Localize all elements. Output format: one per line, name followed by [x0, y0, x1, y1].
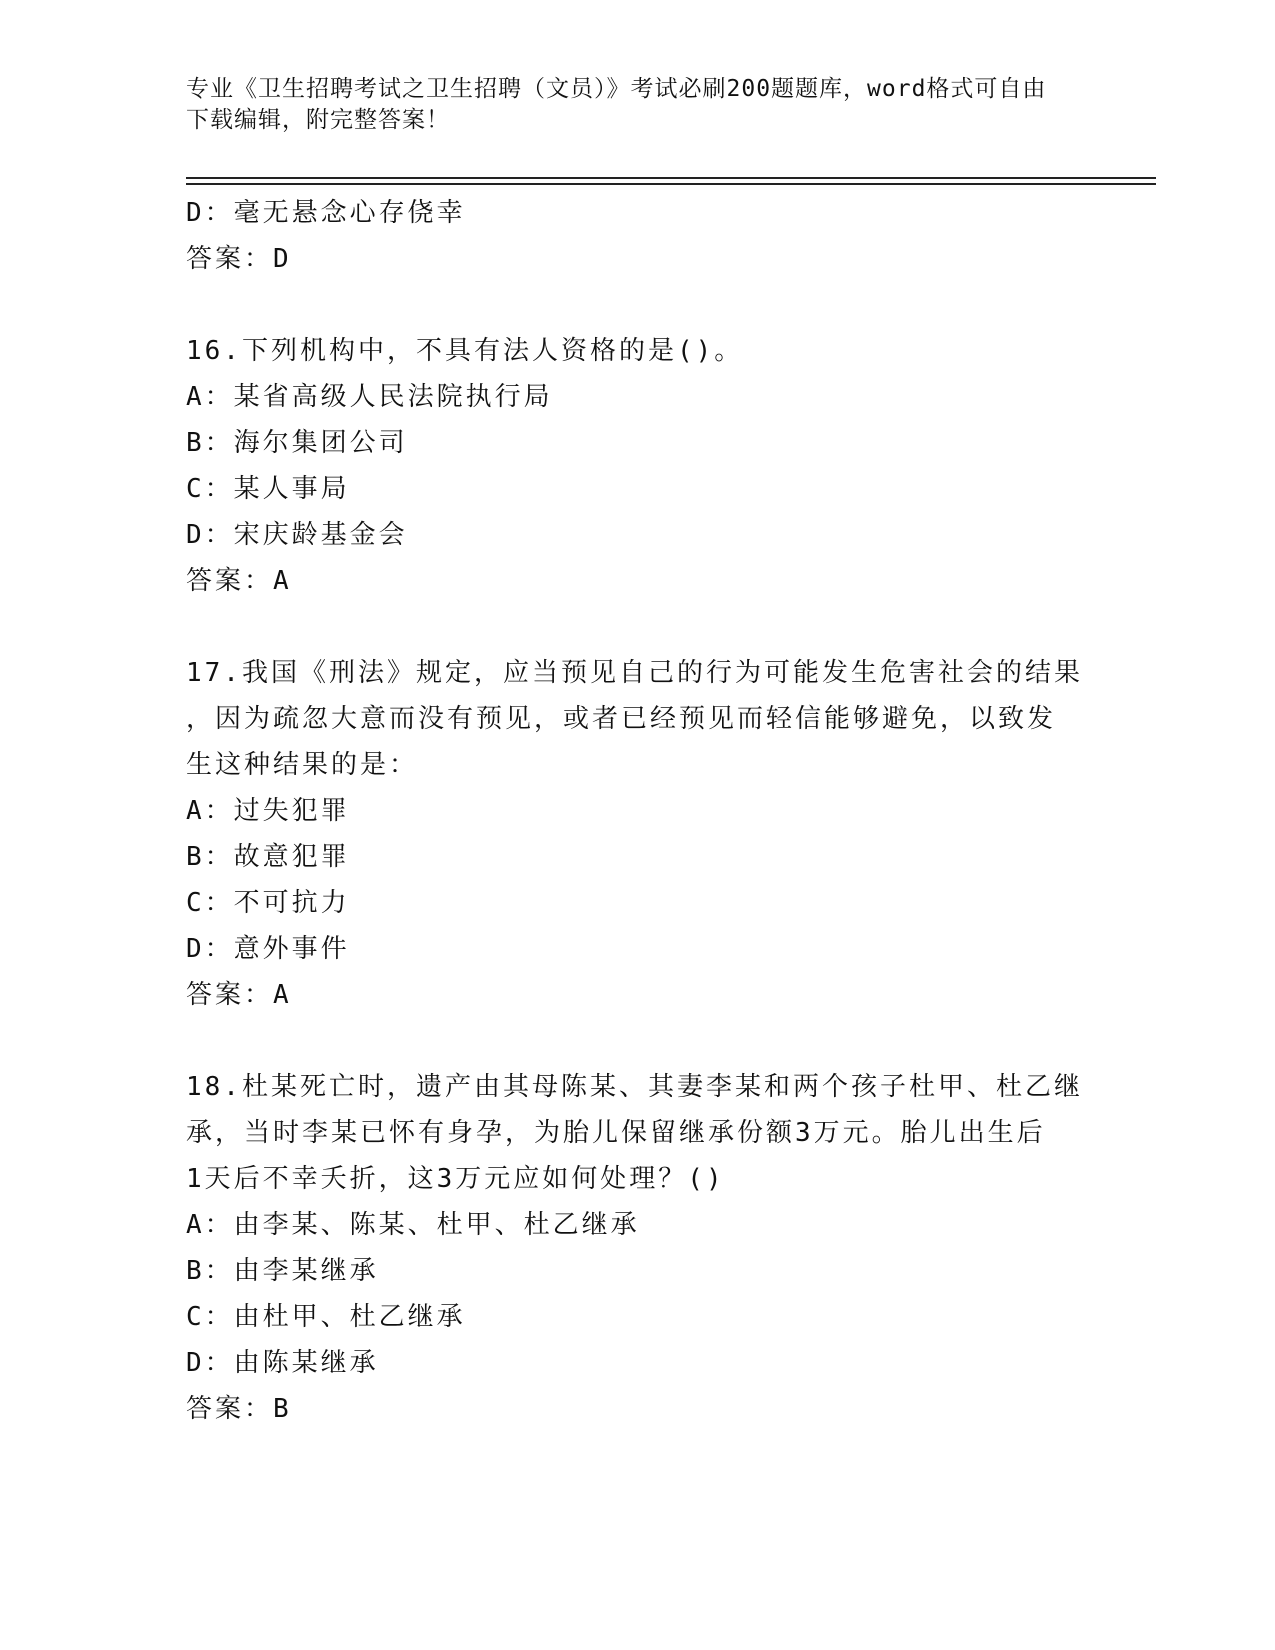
question-stem-line-1: 18.杜某死亡时，遗产由其母陈某、其妻李某和两个孩子杜甲、杜乙继	[186, 1072, 1083, 1102]
answer: 答案：B	[186, 1394, 292, 1424]
spacer	[186, 282, 1086, 328]
option-a: A：由李某、陈某、杜甲、杜乙继承	[186, 1210, 640, 1240]
question-stem-line-3: 1天后不幸夭折，这3万元应如何处理？()	[186, 1164, 725, 1194]
option-c: C：由杜甲、杜乙继承	[186, 1302, 466, 1332]
question-16	[186, 328, 1086, 604]
question-stem: 16.下列机构中，不具有法人资格的是()。	[186, 336, 744, 366]
question-stem-line-3: 生这种结果的是：	[186, 750, 419, 780]
answer: 答案：A	[186, 980, 292, 1010]
option-a: A：过失犯罪	[186, 796, 350, 826]
question-list	[186, 190, 1086, 1432]
option-d: D：宋庆龄基金会	[186, 520, 408, 550]
option-b: B：海尔集团公司	[186, 428, 408, 458]
header-rule-top	[186, 177, 1156, 179]
option-d: D：意外事件	[186, 934, 350, 964]
header-text: 专业《卫生招聘考试之卫生招聘（文员）》考试必刷200题题库，word格式可自由下载编辑，附完整答案！	[186, 76, 1047, 133]
option-b: B：由李某继承	[186, 1256, 379, 1286]
option-b: B：故意犯罪	[186, 842, 350, 872]
question-stem-line-2: 承，当时李某已怀有身孕，为胎儿保留继承份额3万元。胎儿出生后	[186, 1118, 1046, 1148]
question-17	[186, 650, 1086, 1018]
option-c: C：某人事局	[186, 474, 350, 504]
question-stem-line-1: 17.我国《刑法》规定，应当预见自己的行为可能发生危害社会的结果	[186, 658, 1083, 688]
question-stem-line-2: ，因为疏忽大意而没有预见，或者已经预见而轻信能够避免，以致发	[186, 704, 1057, 734]
option-d: D：由陈某继承	[186, 1348, 379, 1378]
option-a: A：某省高级人民法院执行局	[186, 382, 553, 412]
option-c: C：不可抗力	[186, 888, 350, 918]
prev-option-d: D：毫无悬念心存侥幸	[186, 198, 466, 228]
header-rule-bottom	[186, 183, 1156, 185]
prev-answer: 答案：D	[186, 244, 292, 274]
spacer	[186, 604, 1086, 650]
question-18	[186, 1064, 1086, 1432]
answer: 答案：A	[186, 566, 292, 596]
spacer	[186, 1018, 1086, 1064]
document-header	[186, 74, 1066, 136]
